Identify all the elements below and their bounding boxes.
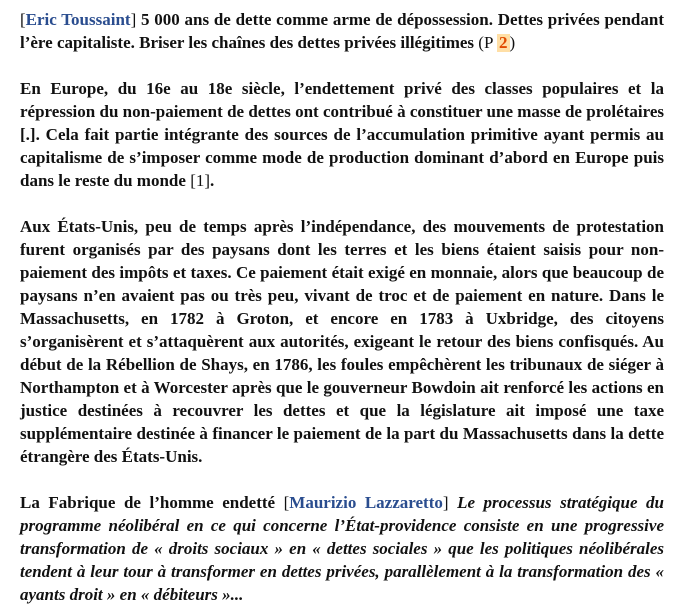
quote-text: Le processus stratégique du programme néolibéral en ce qui concerne l’État-providence consiste en une progressive transformation de « droits sociaux » en « dettes sociales » que les politiques néolibérales tendent à leur tour à transformer en dettes privées, parallèlement à la transformation des « ayants droit » en « débiteurs »... <box>20 493 665 604</box>
author-link-eric-toussaint[interactable]: Eric Toussaint <box>25 10 131 29</box>
page-ref-close: ) <box>509 33 516 52</box>
bracket-open: [ <box>20 10 26 29</box>
bracket-open: [ <box>283 493 290 512</box>
footnote-ref[interactable]: [1] <box>190 171 211 190</box>
page-ref-open: (P <box>478 33 498 52</box>
paragraph-europe <box>20 77 664 192</box>
paragraph-lazzaretto <box>20 491 664 606</box>
paragraph-text: En Europe, du 16e au 18e siècle, l’endettement privé des classes populaires et la répression du non-paiement de dettes ont contribué à constituer une masse de prolétaires [.]. Cela fait partie intégrante des sources de l’accumulation primitive ayant permis au capitalisme de s’imposer comme mode de production dominant d’abord en Europe puis dans le reste du monde <box>20 79 664 190</box>
bracket-close: ] <box>442 493 449 512</box>
paragraph-text: Aux États-Unis, peu de temps après l’indépendance, des mouvements de protestation furent organisés par des paysans dont les terres et les biens étaient saisis pour non-paiement des impôts et taxes. Ce paiement était exigé en monnaie, alors que beaucoup de paysans n’en avaient pas ou très peu, vivant de troc et de paiement en nature. Dans le Massachusetts, en 1782 à Groton, et encore en 1783 à Uxbridge, des citoyens s’organisèrent et s’attaquèrent aux autorités, exigeant le retour des biens confisqués. Au début de la Rébellion de Shays, en 1786, les foules empêchèrent les tribunaux de siéger à Northampton et à Worcester après que le gouverneur Bowdoin ait renforcé les actions en justice destinées à recouvrer les dettes et que la législature ait imposé une taxe supplémentaire destinée à financer le paiement de la part du Massachusetts dans la dette étrangère des États-Unis. <box>20 217 664 466</box>
paragraph-etats-unis <box>20 215 664 468</box>
paragraph-source-toussaint <box>20 8 664 54</box>
source-title: 5 000 ans de dette comme arme de dépossession. Dettes privées pendant l’ère capitaliste. Briser les chaînes des dettes privées illégitimes <box>20 10 664 52</box>
page-number-badge[interactable]: 2 <box>499 33 508 52</box>
paragraph-end: . <box>210 171 215 190</box>
book-title: La Fabrique de l’homme endetté <box>20 493 284 512</box>
author-link-maurizio-lazzaretto[interactable]: Maurizio Lazzaretto <box>289 493 443 512</box>
bracket-close: ] <box>130 10 137 29</box>
